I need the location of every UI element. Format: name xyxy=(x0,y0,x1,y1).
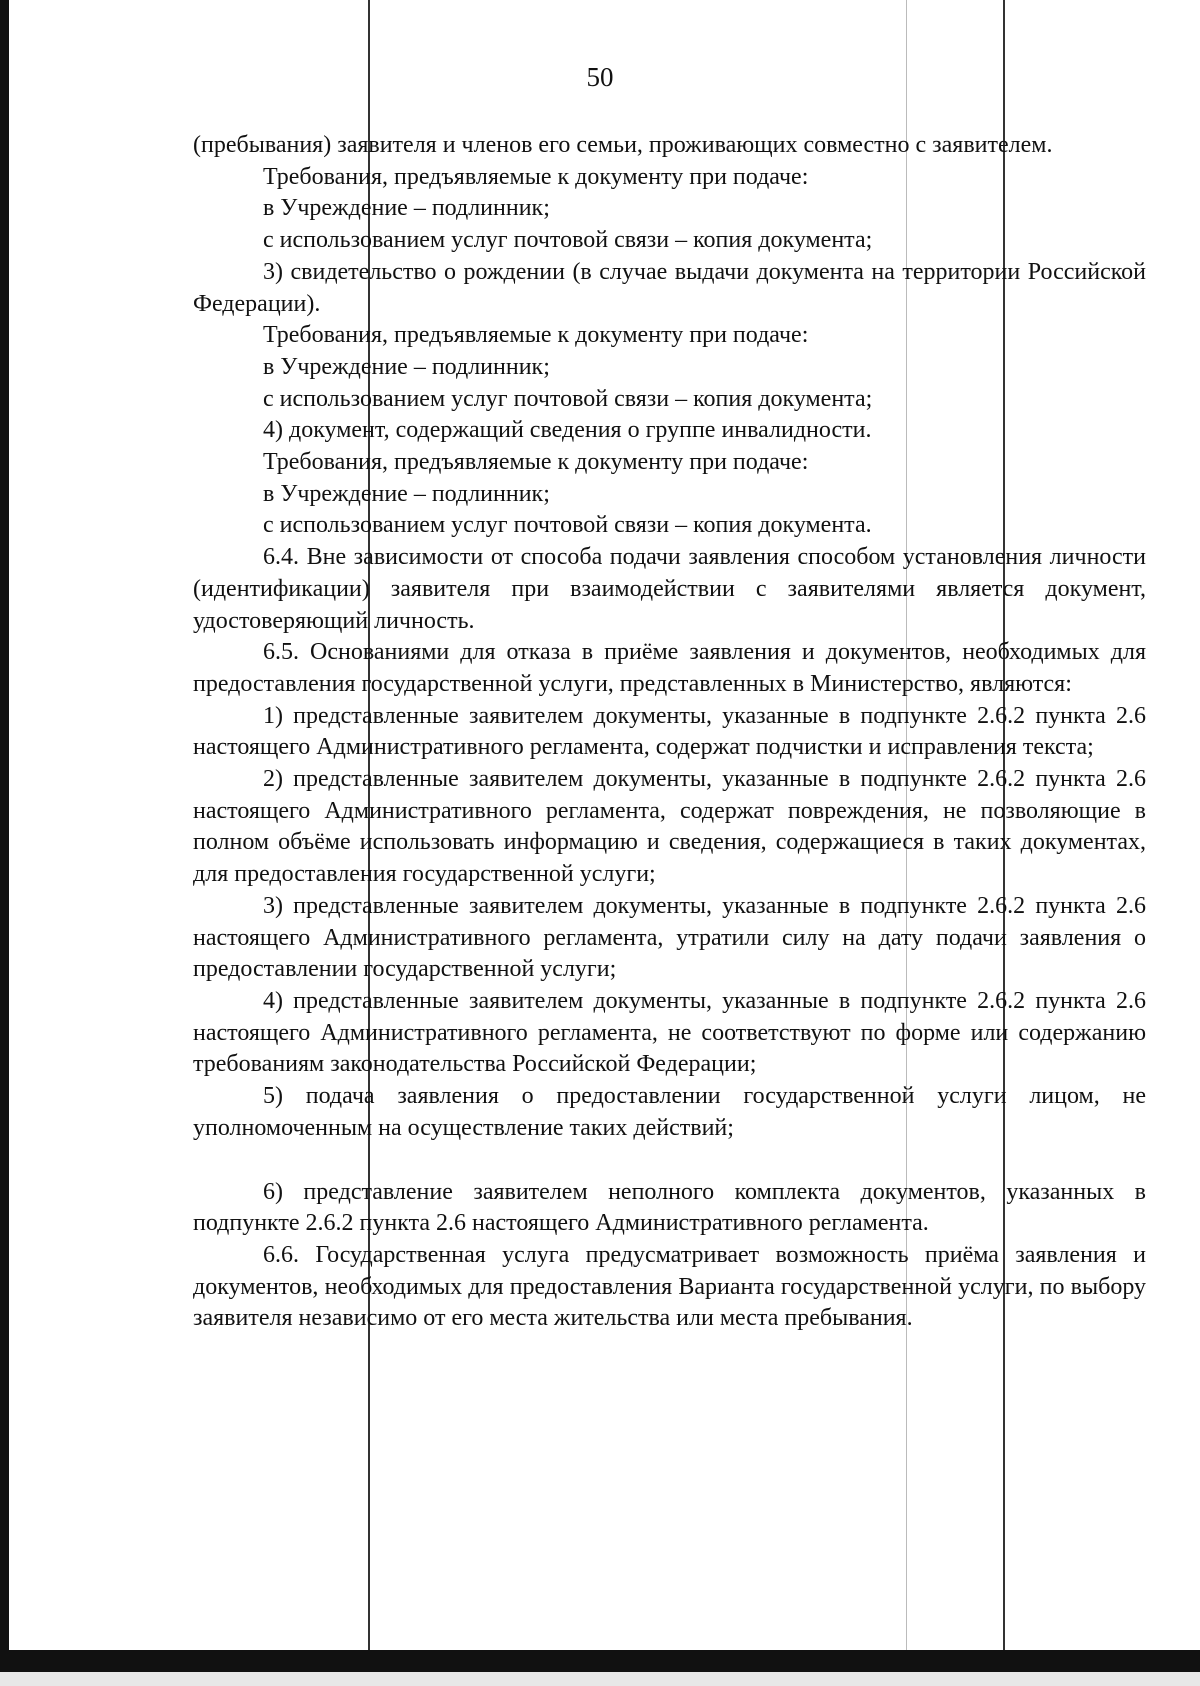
paragraph: 6) представление заявителем неполного комплекта документов, указанных в подпункте 2.6.2 пункта 2.6 настоящего Административного регламента. xyxy=(193,1178,1146,1237)
paragraph: 6.4. Вне зависимости от способа подачи заявления способом установления личности (идентификации) заявителя при взаимодействии с заявителями является документ, удостоверяющий личность. xyxy=(193,544,1146,634)
paragraph: с использованием услуг почтовой связи – копия документа. xyxy=(263,512,872,539)
scan-border-left xyxy=(0,0,9,1686)
paragraph: 4) представленные заявителем документы, указанные в подпункте 2.6.2 пункта 2.6 настоящего Административного регламента, не соответствуют по форме или содержанию требованиям законодательства Российской Федерации; xyxy=(193,987,1146,1078)
scan-border-bottom-edge xyxy=(0,1672,1200,1686)
paragraph: в Учреждение – подлинник; xyxy=(263,480,550,507)
paragraph: 5) подача заявления о предоставлении государственной услуги лицом, не уполномоченным на осуществление таких действий; xyxy=(193,1083,1146,1141)
document-body xyxy=(193,130,1146,1335)
page-number: 50 xyxy=(586,62,614,92)
paragraph: 6.5. Основаниями для отказа в приёме заявления и документов, необходимых для предоставления государственной услуги, представленных в Министерство, являются: xyxy=(193,639,1146,697)
paragraph: (пребывания) заявителя и членов его семьи, проживающих совместно с заявителем. xyxy=(193,132,1053,158)
paragraph: 2) представленные заявителем документы, указанные в подпункте 2.6.2 пункта 2.6 настоящего Административного регламента, содержат повреждения, не позволяющие в полном объёме использовать информацию и сведения, содержащиеся в таких документах, для предоставления государственной услуги; xyxy=(193,766,1146,888)
paragraph: 1) представленные заявителем документы, указанные в подпункте 2.6.2 пункта 2.6 настоящего Административного регламента, содержат подчистки и исправления текста; xyxy=(193,702,1146,761)
paragraph: Требования, предъявляемые к документу при подаче: xyxy=(263,449,809,476)
paragraph: в Учреждение – подлинник; xyxy=(263,195,550,222)
paragraph: с использованием услуг почтовой связи – копия документа; xyxy=(263,385,873,412)
paragraph: 4) документ, содержащий сведения о группе инвалидности. xyxy=(263,417,872,444)
paragraph: 6.6. Государственная услуга предусматривает возможность приёма заявления и документов, необходимых для предоставления Варианта государственной услуги, по выбору заявителя независимо от его места жительства или места пребывания. xyxy=(193,1241,1146,1332)
paragraph: Требования, предъявляемые к документу при подаче: xyxy=(263,163,809,190)
paragraph: 3) свидетельство о рождении (в случае выдачи документа на территории Российской Федерации). xyxy=(193,258,1146,317)
paragraph: Требования, предъявляемые к документу при подаче: xyxy=(263,322,809,349)
paragraph: 3) представленные заявителем документы, указанные в подпункте 2.6.2 пункта 2.6 настоящего Административного регламента, утратили силу на дату подачи заявления о предоставлении государственной услуги; xyxy=(193,892,1146,983)
paragraph: в Учреждение – подлинник; xyxy=(263,353,550,380)
scan-border-bottom xyxy=(0,1650,1200,1672)
paragraph: с использованием услуг почтовой связи – копия документа; xyxy=(263,227,873,254)
